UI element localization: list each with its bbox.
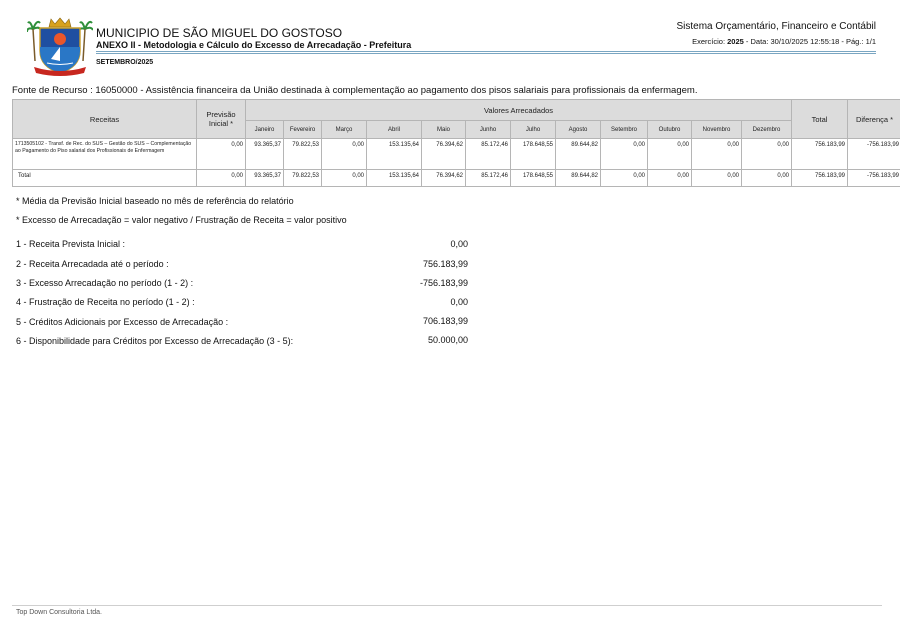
col-month: Julho xyxy=(511,121,556,139)
col-month: Novembro xyxy=(692,121,742,139)
col-month: Fevereiro xyxy=(284,121,322,139)
col-month: Maio xyxy=(422,121,466,139)
cell-month-value: 0,00 xyxy=(601,170,648,187)
col-receitas: Receitas xyxy=(13,100,197,139)
footer-company: Top Down Consultoria Ltda. xyxy=(16,609,102,616)
summary-value: -756.183,99 xyxy=(419,278,468,288)
cell-month-value: 178.648,55 xyxy=(511,170,556,187)
cell-month-value: 0,00 xyxy=(322,139,367,170)
exercicio-label: Exercício: xyxy=(692,37,728,46)
cell-previsao: 0,00 xyxy=(197,139,246,170)
fonte-recurso: Fonte de Recurso : 16050000 - Assistência financeira da União destinada à complementação ao pagamento dos pisos salariais para profissionais da enfermagem. xyxy=(12,85,698,96)
cell-total: 756.183,99 xyxy=(792,139,848,170)
cell-month-value: 0,00 xyxy=(648,170,692,187)
summary-label: 1 - Receita Prevista Inicial : xyxy=(16,239,126,249)
col-valores-arrecadados: Valores Arrecadados xyxy=(246,100,792,121)
cell-month-value: 0,00 xyxy=(648,139,692,170)
summary-label: 4 - Frustração de Receita no período (1 - 2) : xyxy=(16,297,195,307)
summary-value: 706.183,99 xyxy=(422,316,468,326)
table-row xyxy=(13,139,900,170)
cell-diferenca: -756.183,99 xyxy=(848,170,900,187)
report-period: SETEMBRO/2025 xyxy=(96,59,154,66)
cell-month-value: 93.365,37 xyxy=(246,170,284,187)
revenue-table xyxy=(12,99,900,187)
col-month: Dezembro xyxy=(742,121,792,139)
cell-month-value: 85.172,46 xyxy=(466,170,511,187)
col-month: Janeiro xyxy=(246,121,284,139)
cell-month-value: 0,00 xyxy=(601,139,648,170)
cell-month-value: 79.822,53 xyxy=(284,139,322,170)
exercicio-year: 2025 xyxy=(727,37,744,46)
col-month: Abril xyxy=(367,121,422,139)
cell-previsao: 0,00 xyxy=(197,170,246,187)
col-month: Junho xyxy=(466,121,511,139)
note-previsao: * Média da Previsão Inicial baseado no mês de referência do relatório xyxy=(16,196,294,206)
cell-month-value: 76.394,62 xyxy=(422,170,466,187)
cell-total: 756.183,99 xyxy=(792,170,848,187)
cell-month-value: 0,00 xyxy=(742,170,792,187)
municipality-name: MUNICIPIO DE SÃO MIGUEL DO GOSTOSO xyxy=(96,26,343,40)
cell-diferenca: -756.183,99 xyxy=(848,139,900,170)
col-previsao: Previsão Inicial * xyxy=(197,100,246,139)
cell-month-value: 153.135,64 xyxy=(367,170,422,187)
cell-month-value: 89.644,82 xyxy=(556,139,601,170)
summary-value: 0,00 xyxy=(450,239,468,249)
cell-month-value: 153.135,64 xyxy=(367,139,422,170)
cell-month-value: 85.172,46 xyxy=(466,139,511,170)
cell-month-value: 0,00 xyxy=(322,170,367,187)
cell-month-value: 79.822,53 xyxy=(284,170,322,187)
municipal-coat-of-arms-icon xyxy=(27,17,93,77)
col-month: Setembro xyxy=(601,121,648,139)
col-month: Agosto xyxy=(556,121,601,139)
cell-month-value: 0,00 xyxy=(692,170,742,187)
col-diferenca: Diferença * xyxy=(848,100,900,139)
summary-label: 5 - Créditos Adicionais por Excesso de Arrecadação : xyxy=(16,317,229,327)
summary-label: 2 - Receita Arrecadada até o período : xyxy=(16,259,169,269)
header-rule xyxy=(96,53,876,54)
header-rule xyxy=(96,51,876,52)
cell-month-value: 0,00 xyxy=(742,139,792,170)
report-title: ANEXO II - Metodologia e Cálculo do Excesso de Arrecadação - Prefeitura xyxy=(96,40,412,50)
total-label: Total xyxy=(13,170,197,187)
note-excesso: * Excesso de Arrecadação = valor negativo / Frustração de Receita = valor positivo xyxy=(16,215,347,225)
summary-label: 3 - Excesso Arrecadação no período (1 - 2) : xyxy=(16,278,194,288)
summary-label: 6 - Disponibilidade para Créditos por Excesso de Arrecadação (3 - 5): xyxy=(16,336,294,346)
revenue-description: 1713505102 - Transf. de Rec. do SUS – Gestão do SUS – Complementação ao Pagamento do Piso salarial dos Profissionais de Enfermagem xyxy=(13,139,197,170)
footer-rule xyxy=(12,605,882,606)
cell-month-value: 0,00 xyxy=(692,139,742,170)
table-total-row xyxy=(13,170,900,187)
col-total: Total xyxy=(792,100,848,139)
cell-month-value: 89.644,82 xyxy=(556,170,601,187)
col-month: Março xyxy=(322,121,367,139)
cell-month-value: 93.365,37 xyxy=(246,139,284,170)
col-month: Outubro xyxy=(648,121,692,139)
summary-value: 0,00 xyxy=(450,297,468,307)
cell-month-value: 178.648,55 xyxy=(511,139,556,170)
summary-value: 50.000,00 xyxy=(427,335,468,345)
system-name: Sistema Orçamentário, Financeiro e Contábil xyxy=(676,21,876,32)
report-meta xyxy=(692,37,876,46)
date-page: - Data: 30/10/2025 12:55:18 - Pág.: 1/1 xyxy=(743,37,876,46)
cell-month-value: 76.394,62 xyxy=(422,139,466,170)
summary-value: 756.183,99 xyxy=(422,259,468,269)
